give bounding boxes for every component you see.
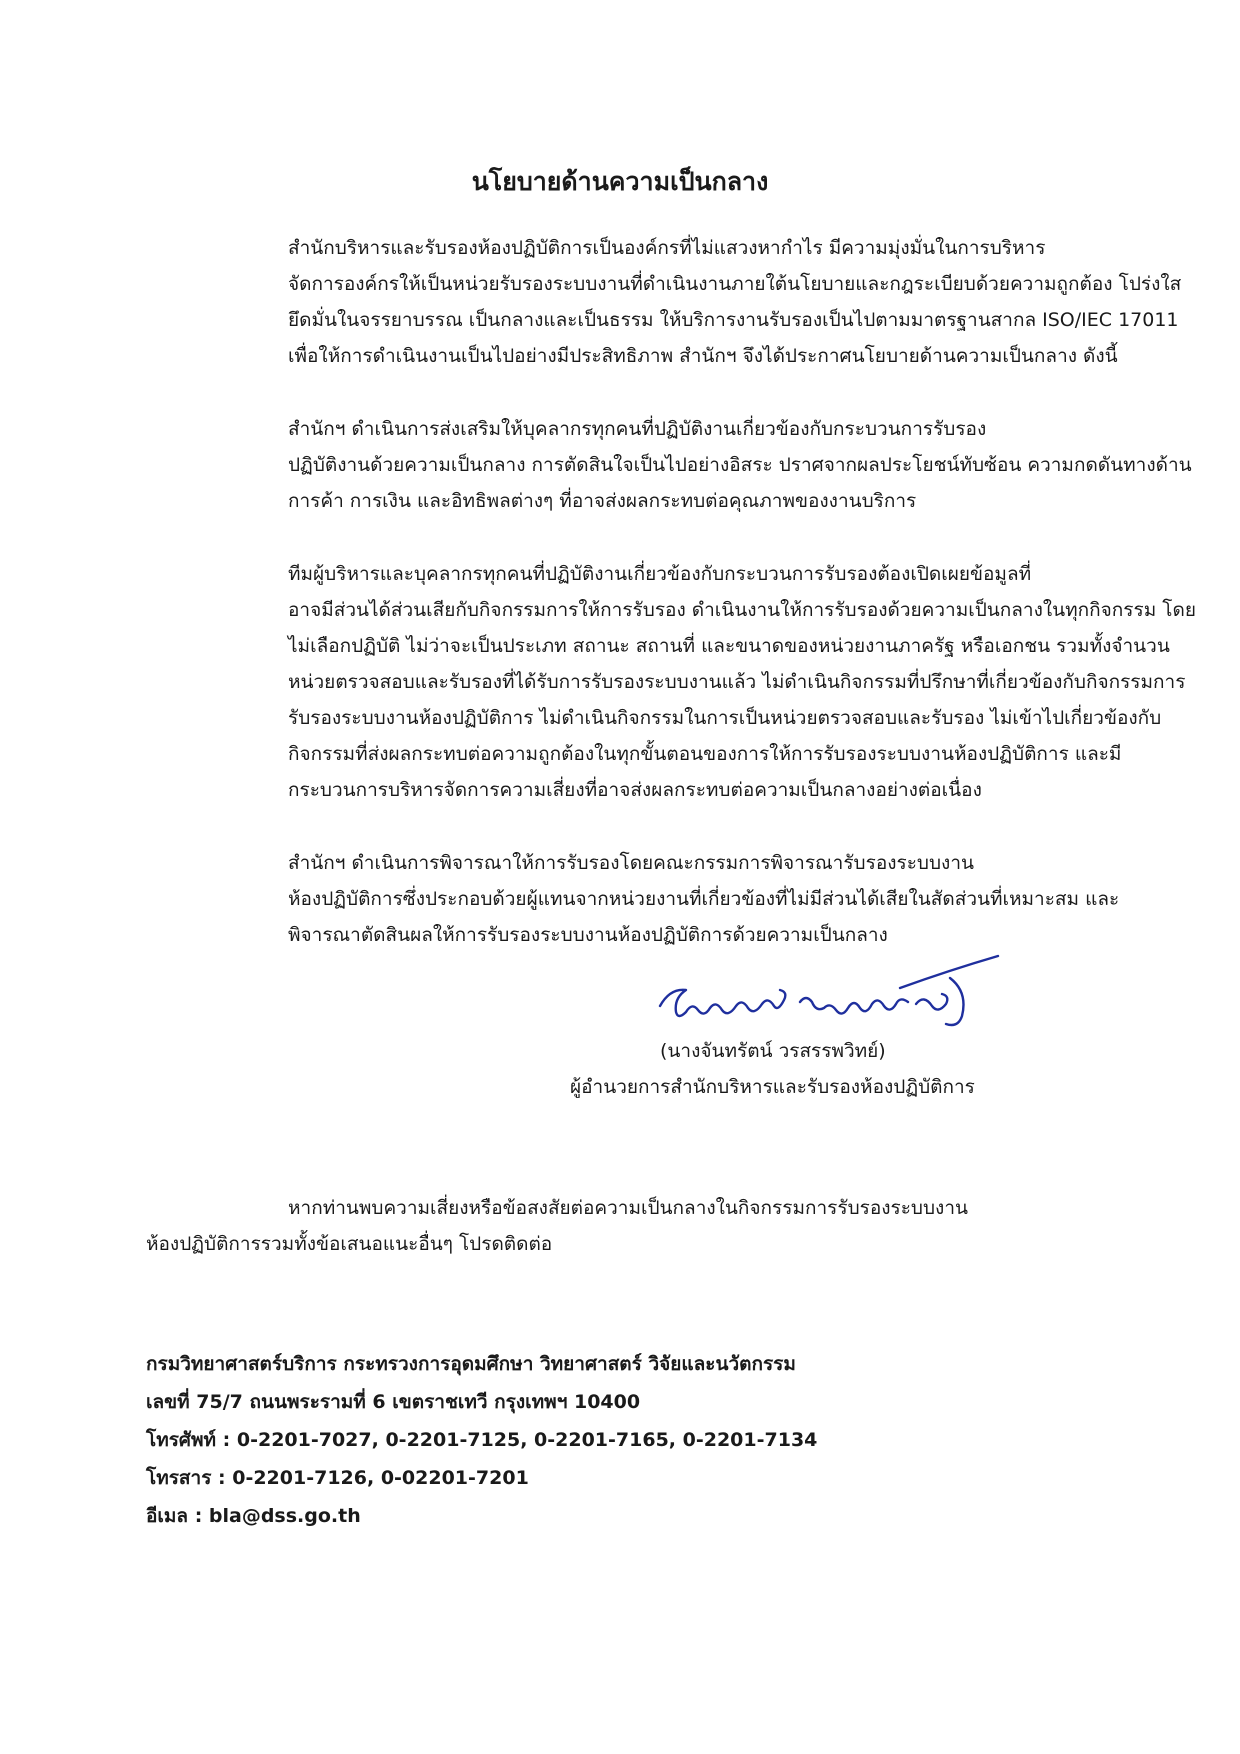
footer-fax: โทรสาร : 0-2201-7126, 0-02201-7201 bbox=[146, 1467, 529, 1489]
contact-footer bbox=[146, 1345, 1106, 1535]
paragraph-1 bbox=[146, 230, 1182, 374]
contact-intro-line: ห้องปฏิบัติการรวมทั้งข้อเสนอแนะอื่นๆ โปรดติดต่อ bbox=[146, 1233, 553, 1255]
paragraph-line: รับรองระบบงานห้องปฏิบัติการ ไม่ดำเนินกิจกรรมในการเป็นหน่วยตรวจสอบและรับรอง ไม่เข้าไปเกี่ยวข้องกับ bbox=[288, 707, 1162, 729]
paragraph-line: สำนักฯ ดำเนินการส่งเสริมให้บุคลากรทุกคนที่ปฏิบัติงานเกี่ยวข้องกับกระบวนการรับรอง bbox=[288, 418, 987, 440]
paragraph-line: ยึดมั่นในจรรยาบรรณ เป็นกลางและเป็นธรรม ให้บริการงานรับรองเป็นไปตามมาตรฐานสากล ISO/IEC 17011 bbox=[288, 309, 1179, 331]
paragraph-line: สำนักฯ ดำเนินการพิจารณาให้การรับรองโดยคณะกรรมการพิจารณารับรองระบบงาน bbox=[288, 852, 974, 874]
footer-email: อีเมล : bla@dss.go.th bbox=[146, 1505, 361, 1527]
paragraph-2 bbox=[146, 411, 1192, 519]
paragraph-line: ทีมผู้บริหารและบุคลากรทุกคนที่ปฏิบัติงานเกี่ยวข้องกับกระบวนการรับรองต้องเปิดเผยข้อมูลที่ bbox=[288, 563, 1032, 585]
signatory-name: (นางจันทรัตน์ วรสรรพวิทย์) bbox=[660, 1040, 886, 1062]
footer-phone: โทรศัพท์ : 0-2201-7027, 0-2201-7125, 0-2201-7165, 0-2201-7134 bbox=[146, 1429, 818, 1451]
document-title: นโยบายด้านความเป็นกลาง bbox=[471, 167, 769, 196]
paragraph-line: ปฏิบัติงานด้วยความเป็นกลาง การตัดสินใจเป็นไปอย่างอิสระ ปราศจากผลประโยชน์ทับซ้อน ความกดดันทางด้าน bbox=[288, 454, 1192, 476]
contact-intro-line: หากท่านพบความเสี่ยงหรือข้อสงสัยต่อความเป็นกลางในกิจกรรมการรับรองระบบงาน bbox=[288, 1197, 968, 1219]
paragraph-4 bbox=[146, 845, 1120, 953]
paragraph-line: เพื่อให้การดำเนินงานเป็นไปอย่างมีประสิทธิภาพ สำนักฯ จึงได้ประกาศนโยบายด้านความเป็นกลาง ดังนี้ bbox=[288, 345, 1118, 367]
paragraph-line: จัดการองค์กรให้เป็นหน่วยรับรองระบบงานที่ดำเนินงานภายใต้นโยบายและกฎระเบียบด้วยความถูกต้อง โปร่งใส bbox=[288, 273, 1182, 295]
paragraph-line: สำนักบริหารและรับรองห้องปฏิบัติการเป็นองค์กรที่ไม่แสวงหากำไร มีความมุ่งมั่นในการบริหาร bbox=[288, 237, 1046, 259]
paragraph-3 bbox=[146, 556, 1196, 808]
paragraph-line: หน่วยตรวจสอบและรับรองที่ได้รับการรับรองระบบงานแล้ว ไม่ดำเนินกิจกรรมที่ปรึกษาที่เกี่ยวข้องกับกิจกรรมการ bbox=[288, 671, 1186, 693]
paragraph-line: ห้องปฏิบัติการซึ่งประกอบด้วยผู้แทนจากหน่วยงานที่เกี่ยวข้องที่ไม่มีส่วนได้เสียในสัดส่วนที่เหมาะสม และ bbox=[288, 888, 1120, 910]
footer-organization: กรมวิทยาศาสตร์บริการ กระทรวงการอุดมศึกษา วิทยาศาสตร์ วิจัยและนวัตกรรม bbox=[146, 1353, 796, 1375]
paragraph-line: กิจกรรมที่ส่งผลกระทบต่อความถูกต้องในทุกขั้นตอนของการให้การรับรองระบบงานห้องปฏิบัติการ และมี bbox=[288, 743, 1122, 765]
contact-intro bbox=[146, 1190, 1086, 1262]
paragraph-line: ไม่เลือกปฏิบัติ ไม่ว่าจะเป็นประเภท สถานะ สถานที่ และขนาดของหน่วยงานภาครัฐ หรือเอกชน รวมทั้งจำนวน bbox=[288, 635, 1170, 657]
handwritten-signature bbox=[650, 948, 1010, 1038]
paragraph-line: อาจมีส่วนได้ส่วนเสียกับกิจกรรมการให้การรับรอง ดำเนินงานให้การรับรองด้วยความเป็นกลางในทุกกิจกรรม โดย bbox=[288, 599, 1196, 621]
paragraph-line: พิจารณาตัดสินผลให้การรับรองระบบงานห้องปฏิบัติการด้วยความเป็นกลาง bbox=[288, 924, 888, 946]
signatory-position: ผู้อำนวยการสำนักบริหารและรับรองห้องปฏิบัติการ bbox=[570, 1076, 975, 1098]
paragraph-line: กระบวนการบริหารจัดการความเสี่ยงที่อาจส่งผลกระทบต่อความเป็นกลางอย่างต่อเนื่อง bbox=[288, 779, 982, 801]
paragraph-line: การค้า การเงิน และอิทธิพลต่างๆ ที่อาจส่งผลกระทบต่อคุณภาพของงานบริการ bbox=[288, 490, 917, 512]
footer-address: เลขที่ 75/7 ถนนพระรามที่ 6 เขตราชเทวี กรุงเทพฯ 10400 bbox=[146, 1391, 641, 1413]
